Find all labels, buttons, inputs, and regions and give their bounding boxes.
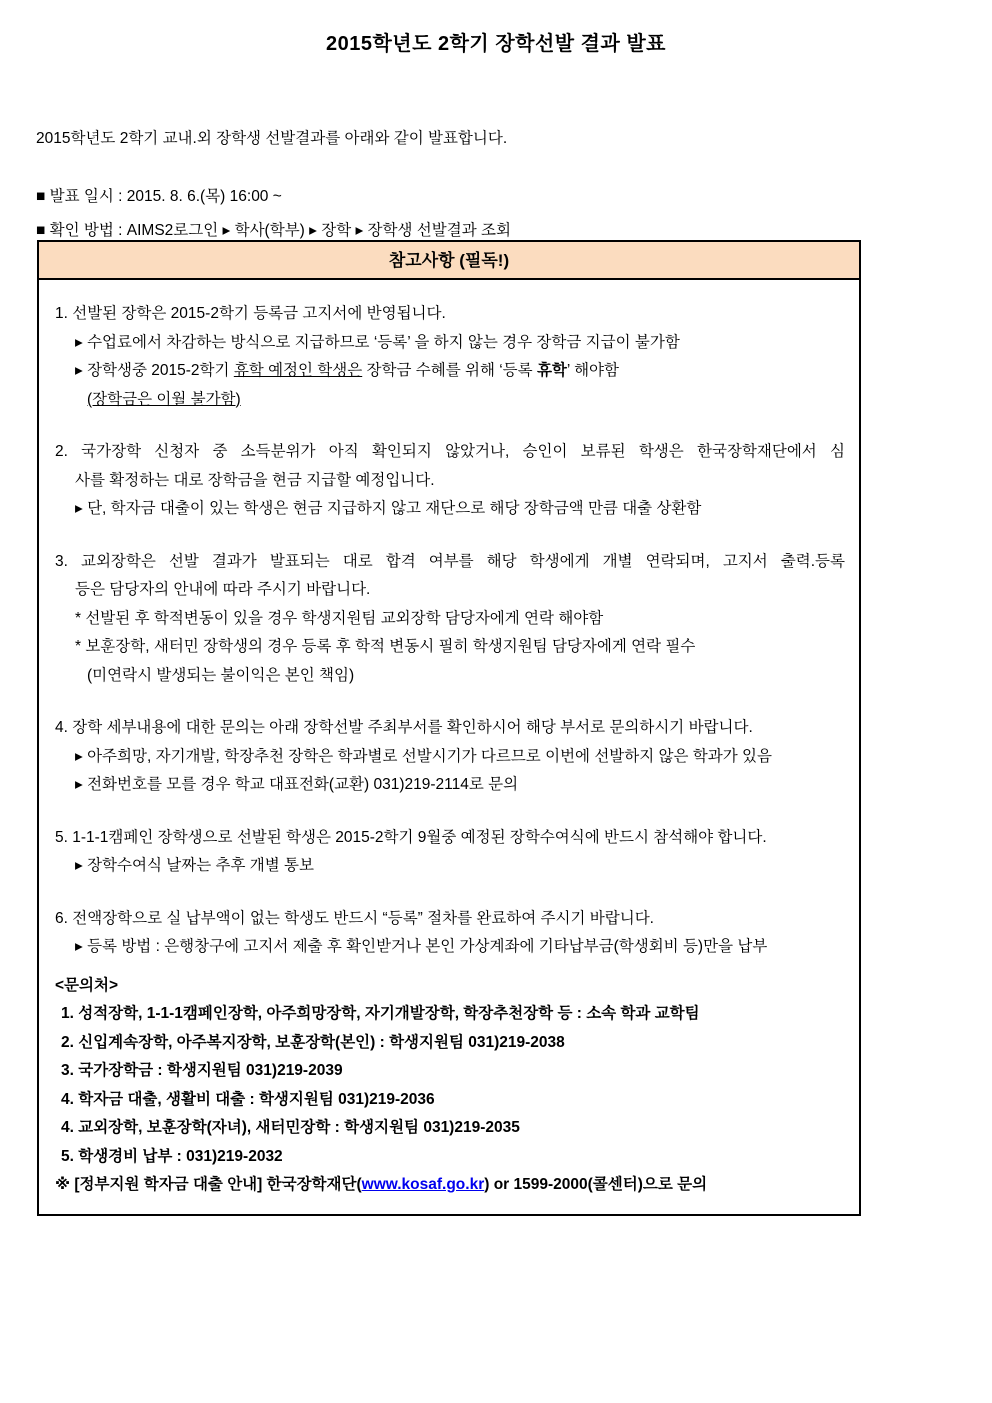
notice-box-body [39, 280, 859, 1214]
bold-text: 휴학 [536, 362, 567, 379]
announce-date-line: ■ 발표 일시 : 2015. 8. 6.(목) 16:00 ~ [36, 188, 282, 205]
announce-method-line: ■ 확인 방법 : AIMS2로그인 ▸ 학사(학부) ▸ 장학 ▸ 장학생 선발결과 조회 [36, 222, 511, 239]
notice-line: 4. 장학 세부내용에 대한 문의는 아래 장학선발 주최부서를 확인하시어 해당 부서로 문의하시기 바랍니다. [55, 719, 753, 736]
text-segment: ’ 해야함 [566, 362, 619, 379]
contact-line: 5. 학생경비 납부 : 031)219-2032 [61, 1147, 283, 1165]
notice-line: ▸ 수업료에서 차감하는 방식으로 지급하므로 ‘등록’ 을 하지 않는 경우 장학금 지급이 불가함 [75, 333, 680, 351]
notice-item-5 [55, 824, 845, 881]
notice-line: ▸ 등록 방법 : 은행창구에 고지서 제출 후 확인받거나 본인 가상계좌에 기타납부금(학생회비 등)만을 납부 [75, 938, 768, 955]
contact-line: 2. 신입계속장학, 아주복지장학, 보훈장학(본인) : 학생지원팀 031)219-2038 [61, 1033, 565, 1051]
contact-line: 1. 성적장학, 1-1-1캠페인장학, 아주희망장학, 자기개발장학, 학장추천장학 등 : 소속 학과 교학팀 [61, 1005, 700, 1022]
notice-box [37, 240, 861, 1216]
text-segment: ) or 1599-2000(콜센터)으로 문의 [484, 1176, 708, 1193]
contact-note-line [55, 1171, 845, 1200]
intro-line: 2015학년도 2학기 교내.외 장학생 선발결과를 아래와 같이 발표합니다. [36, 130, 508, 147]
notice-item-4 [55, 714, 845, 800]
notice-line [75, 357, 845, 386]
notice-item-1 [55, 300, 845, 414]
notice-box-header: 참고사항 (필독!) [39, 242, 859, 280]
notice-line: * 보훈장학, 새터민 장학생의 경우 등록 후 학적 변동시 필히 학생지원팀 담당자에게 연락 필수 [75, 638, 696, 655]
notice-line: 등은 담당자의 안내에 따라 주시기 바랍니다. [75, 581, 371, 598]
notice-line: * 선발된 후 학적변동이 있을 경우 학생지원팀 교외장학 담당자에게 연락 해야함 [75, 609, 604, 627]
text-segment: ※ [정부지원 학자금 대출 안내] 한국장학재단( [55, 1176, 362, 1193]
underlined-text: (장학금은 이월 불가함) [87, 390, 241, 408]
kosaf-link[interactable]: www.kosaf.go.kr [361, 1176, 485, 1193]
contact-line: 4. 학자금 대출, 생활비 대출 : 학생지원팀 031)219-2036 [61, 1090, 435, 1108]
notice-line: 3. 교외장학은 선발 결과가 발표되는 대로 합격 여부를 해당 학생에게 개별 연락되며, 고지서 출력.등록 [55, 552, 845, 570]
text-segment: 장학금 수혜를 위해 ‘등록 [362, 362, 537, 379]
contacts-section [55, 972, 845, 1200]
notice-line: 6. 전액장학으로 실 납부액이 없는 학생도 반드시 “등록” 절차를 완료하여 주시기 바랍니다. [55, 909, 654, 927]
contact-line: 4. 교외장학, 보훈장학(자녀), 새터민장학 : 학생지원팀 031)219-2035 [61, 1119, 520, 1136]
text-segment: ▸ 장학생중 2015-2학기 [75, 362, 234, 379]
contact-line: 3. 국가장학금 : 학생지원팀 031)219-2039 [61, 1062, 343, 1079]
underlined-text: 휴학 예정인 학생은 [233, 362, 363, 379]
notice-line: (미연락시 발생되는 불이익은 본인 책임) [87, 666, 355, 684]
notice-line: ▸ 단, 학자금 대출이 있는 학생은 현금 지급하지 않고 재단으로 해당 장학금액 만큼 대출 상환함 [75, 500, 702, 517]
contacts-header: <문의처> [55, 976, 119, 994]
notice-item-3 [55, 548, 845, 691]
notice-line: 사를 확정하는 대로 장학금을 현금 지급할 예정입니다. [75, 471, 435, 489]
notice-item-6 [55, 905, 845, 962]
notice-line: 2. 국가장학 신청자 중 소득분위가 아직 확인되지 않았거나, 승인이 보류된 학생은 한국장학재단에서 심 [55, 443, 845, 460]
notice-line: ▸ 아주희망, 자기개발, 학장추천 장학은 학과별로 선발시기가 다르므로 이번에 선발하지 않은 학과가 있음 [75, 747, 772, 765]
notice-item-2 [55, 438, 845, 524]
doc-title: 2015학년도 2학기 장학선발 결과 발표 [325, 33, 666, 55]
notice-line: ▸ 전화번호를 모를 경우 학교 대표전화(교환) 031)219-2114로 문의 [75, 776, 519, 793]
notice-line [87, 386, 845, 415]
notice-line: 5. 1-1-1캠페인 장학생으로 선발된 학생은 2015-2학기 9월중 예정된 장학수여식에 반드시 참석해야 합니다. [55, 828, 767, 846]
notice-line: 1. 선발된 장학은 2015-2학기 등록금 고지서에 반영됩니다. [55, 305, 446, 322]
notice-line: ▸ 장학수여식 날짜는 추후 개별 통보 [75, 857, 314, 874]
